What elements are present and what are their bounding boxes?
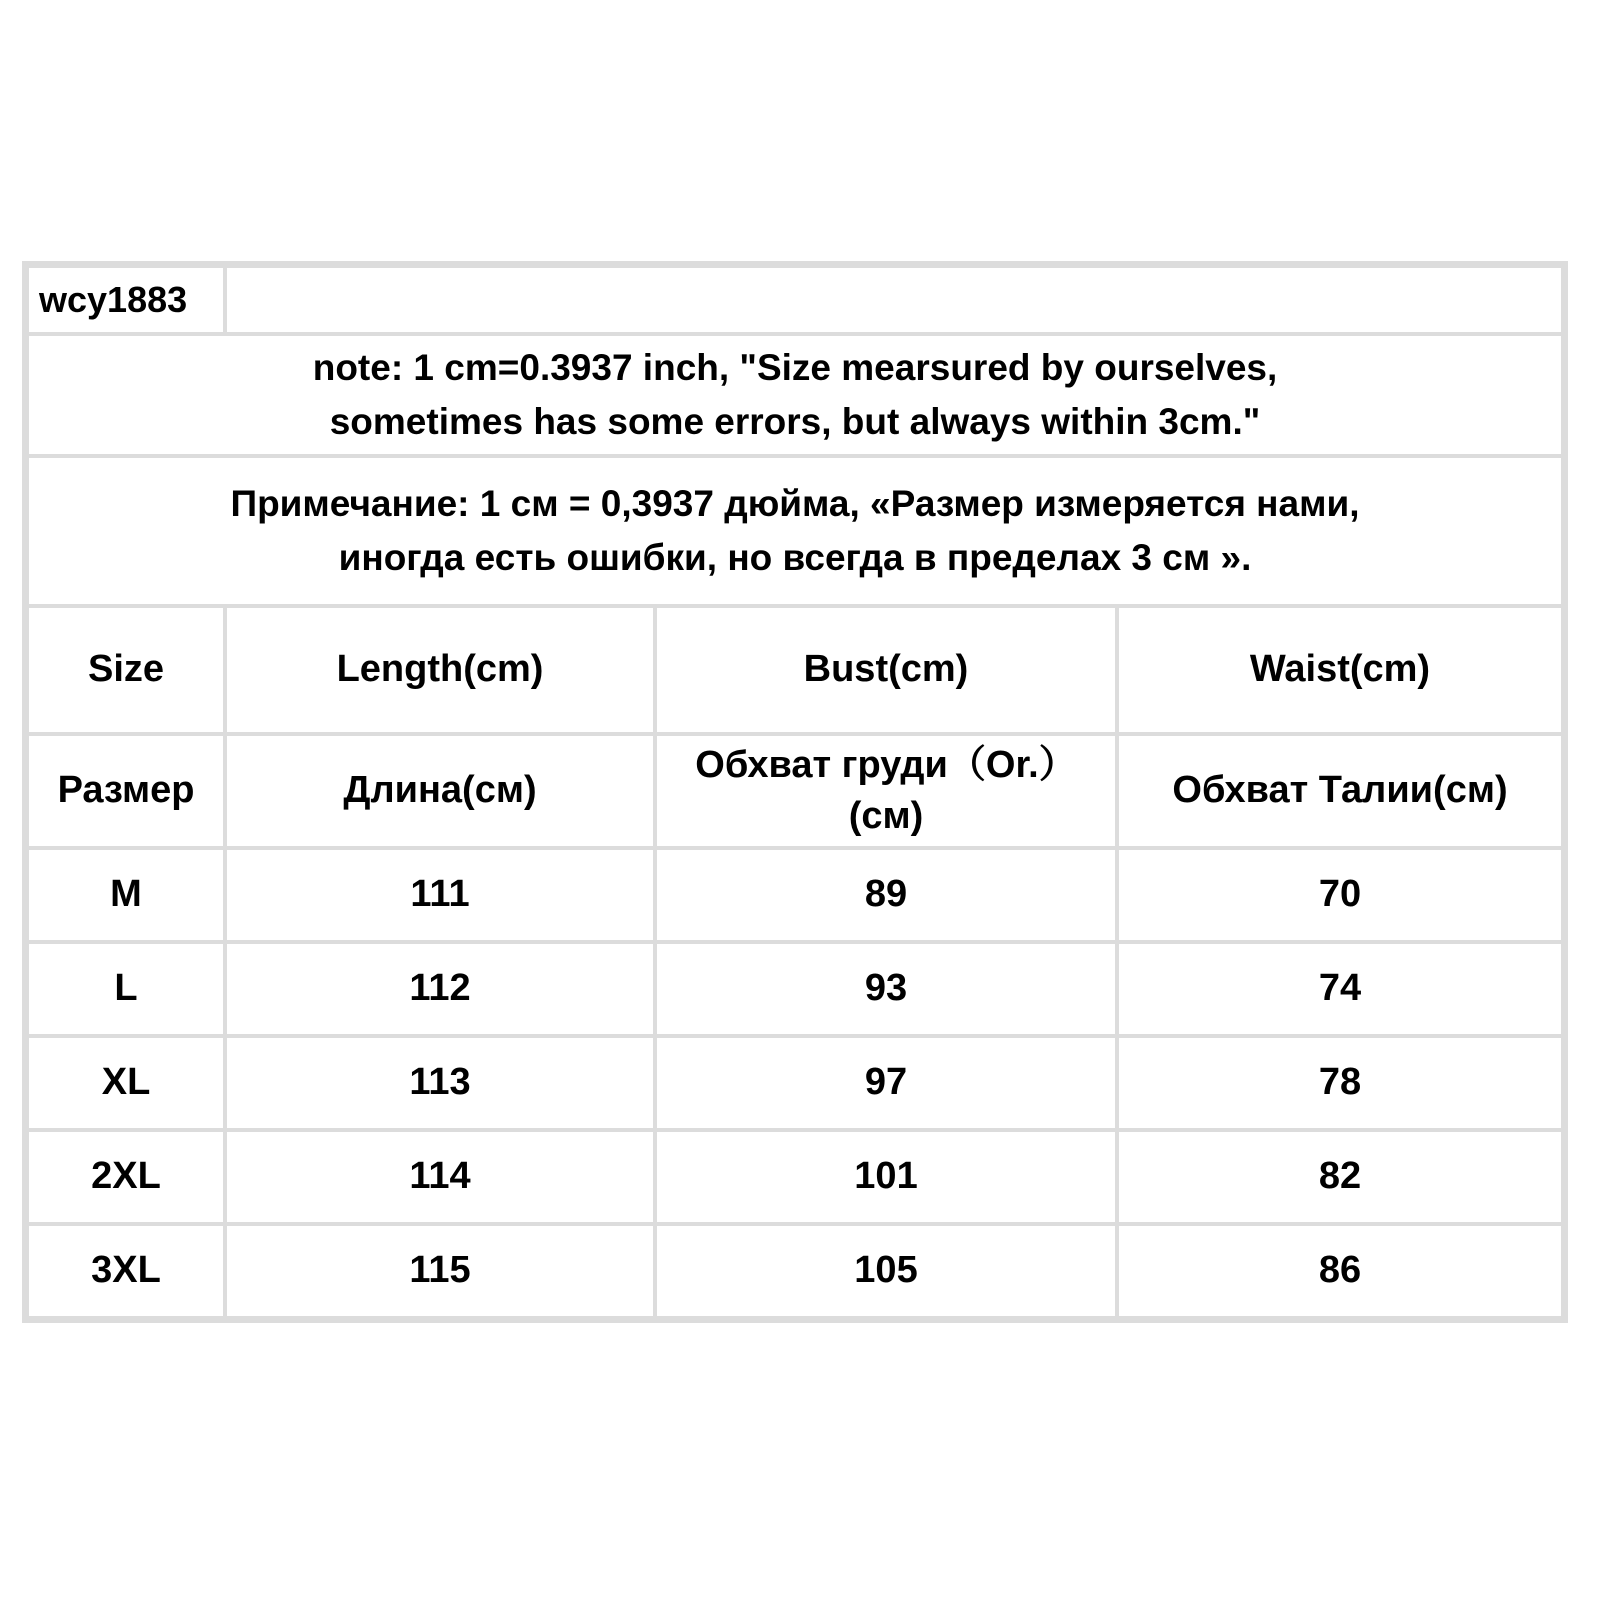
- header-en-row: [27, 606, 1563, 734]
- product-code-empty-cell: [225, 266, 1563, 334]
- header-length: Length(cm): [225, 606, 655, 734]
- header-ru-length: Длина(см): [225, 734, 655, 848]
- bust-cell: 101: [655, 1130, 1117, 1224]
- table-row: [27, 1224, 1563, 1318]
- note-en-row: [27, 334, 1563, 456]
- size-cell: L: [27, 942, 225, 1036]
- header-ru-row: [27, 734, 1563, 848]
- size-cell: XL: [27, 1036, 225, 1130]
- length-cell: 113: [225, 1036, 655, 1130]
- bust-cell: 105: [655, 1224, 1117, 1318]
- header-ru-waist: Обхват Талии(см): [1117, 734, 1563, 848]
- table-row: [27, 1130, 1563, 1224]
- table-row: [27, 848, 1563, 942]
- bust-cell: 89: [655, 848, 1117, 942]
- note-en-line-1: note: 1 cm=0.3937 inch, "Size mearsured by ourselves,: [312, 347, 1278, 389]
- header-waist: Waist(cm): [1117, 606, 1563, 734]
- note-ru-row: [27, 456, 1563, 606]
- size-cell: M: [27, 848, 225, 942]
- header-bust: Bust(cm): [655, 606, 1117, 734]
- note-ru-line-2: иногда есть ошибки, но всегда в пределах 3 см ».: [338, 537, 1252, 578]
- length-cell: 111: [225, 848, 655, 942]
- waist-cell: 82: [1117, 1130, 1563, 1224]
- note-ru-line-1: Примечание: 1 см = 0,3937 дюйма, «Размер измеряется нами,: [230, 483, 1360, 525]
- header-ru-bust-line-2: (см): [848, 795, 924, 837]
- length-cell: 114: [225, 1130, 655, 1224]
- header-size: Size: [27, 606, 225, 734]
- waist-cell: 74: [1117, 942, 1563, 1036]
- note-ru-cell: [27, 456, 1563, 606]
- header-ru-bust: [655, 734, 1117, 848]
- note-en-cell: [27, 334, 1563, 456]
- note-en-line-2: sometimes has some errors, but always within 3cm.": [329, 401, 1261, 442]
- length-cell: 112: [225, 942, 655, 1036]
- size-cell: 3XL: [27, 1224, 225, 1318]
- header-ru-bust-line-1: Обхват груди（Or.）: [695, 743, 1077, 786]
- product-code-row: [27, 266, 1563, 334]
- product-code: wcy1883: [27, 266, 225, 334]
- waist-cell: 78: [1117, 1036, 1563, 1130]
- size-cell: 2XL: [27, 1130, 225, 1224]
- bust-cell: 93: [655, 942, 1117, 1036]
- size-chart-table: [25, 264, 1565, 1320]
- waist-cell: 70: [1117, 848, 1563, 942]
- bust-cell: 97: [655, 1036, 1117, 1130]
- table-row: [27, 942, 1563, 1036]
- length-cell: 115: [225, 1224, 655, 1318]
- header-ru-size: Размер: [27, 734, 225, 848]
- waist-cell: 86: [1117, 1224, 1563, 1318]
- table-row: [27, 1036, 1563, 1130]
